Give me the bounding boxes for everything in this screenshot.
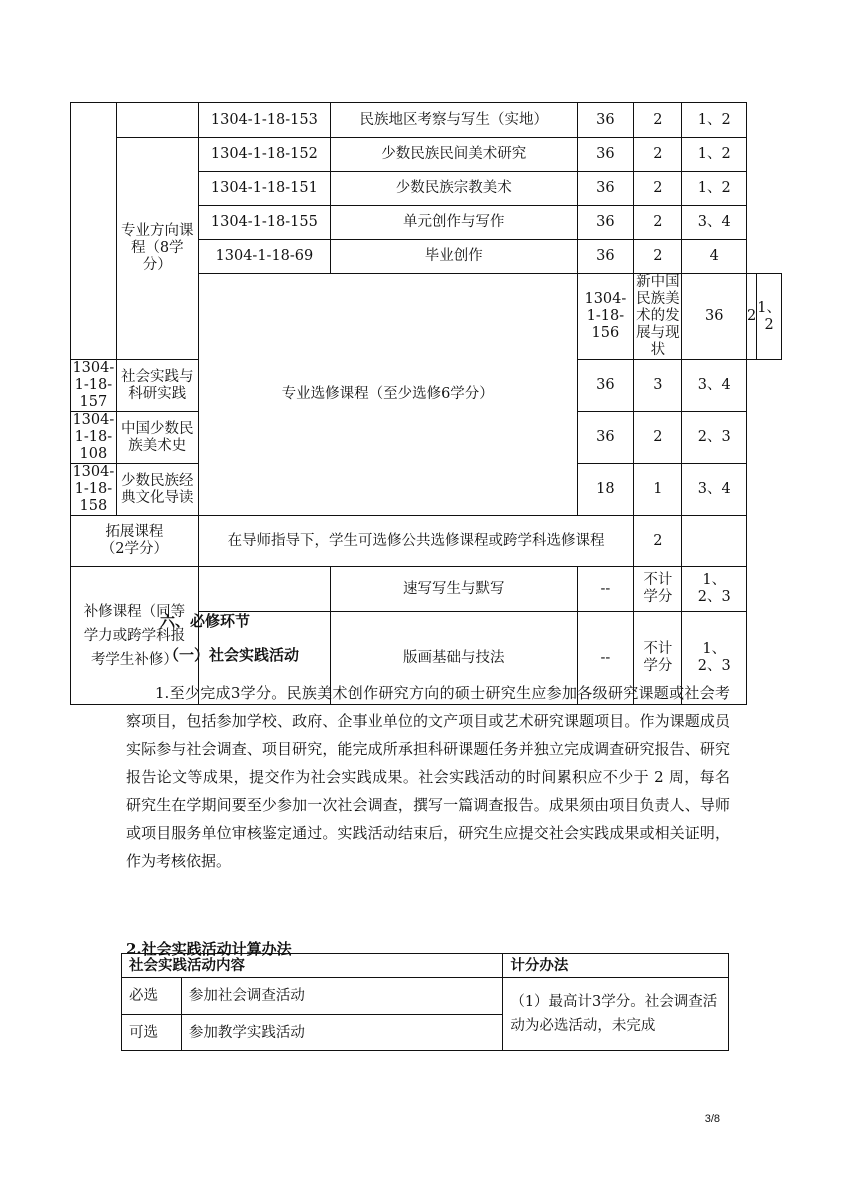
table-row [71,103,782,138]
course-name: 新中国民族美术的发展与现状 [634,274,682,360]
course-credits: 2 [634,206,682,240]
course-term: 3、4 [682,464,747,516]
course-hours: 36 [577,172,634,206]
course-code: 1304-1-18-153 [198,103,330,138]
extension-credits: 2 [634,516,682,567]
course-hours: 18 [577,464,634,516]
course-hours: 36 [682,274,747,360]
course-name: 单元创作与写作 [330,206,577,240]
remedial-label: 补修课程（同等学力或跨学科报考学生补修） [83,603,186,668]
course-credits: 1 [634,464,682,516]
course-term: 4 [682,240,747,274]
elective-label: 专业选修课程（至少选修6学分） [281,386,494,402]
section-title: 六、必修环节 [160,612,251,630]
table-row [71,567,782,612]
course-term: 3、4 [682,206,747,240]
course-code: 1304-1-18-151 [198,172,330,206]
course-code: 1304-1-18-158 [72,464,115,514]
course-credits: 3 [634,360,682,412]
method-text: （1）最高计3学分。社会调查活动为必选活动，未完成 [503,978,729,1051]
course-code: 1304-1-18-69 [198,240,330,274]
course-hours: 36 [577,240,634,274]
course-code: 1304-1-18-152 [198,138,330,172]
course-credits: 2 [634,412,682,464]
course-credits: 不计学分 [643,641,673,674]
course-credits: 2 [634,103,682,138]
page-number: 3/8 [704,1113,720,1125]
course-hours: 36 [577,360,634,412]
course-term: 1、2 [682,138,747,172]
course-hours: 36 [577,206,634,240]
course-code: 1304-1-18-108 [72,412,115,462]
header-method: 计分办法 [503,954,729,978]
activity-type: 必选 [122,978,182,1015]
course-name: 速写写生与默写 [330,567,577,612]
course-term: 1、2 [682,103,747,138]
course-name: 中国少数民族美术史 [116,412,198,464]
table-row [122,978,729,1015]
course-hours: 36 [577,103,634,138]
item-title: 2.社会实践活动计算办法 [126,940,292,958]
header-content: 社会实践活动内容 [122,954,503,978]
major-direction-label: 专业方向课程（8学分） [121,223,194,273]
course-name: 少数民族民间美术研究 [330,138,577,172]
course-code: 1304-1-18-157 [72,360,115,410]
course-term: 1、2、3 [697,641,731,674]
table-row [71,516,782,567]
course-code: 1304-1-18-156 [577,274,634,360]
course-credits: 2 [747,274,757,360]
course-credits: 不计学分 [643,572,673,605]
course-hours: 36 [577,138,634,172]
course-name: 社会实践与科研实践 [116,360,198,412]
course-code: 1304-1-18-155 [198,206,330,240]
extension-label: 拓展课程（2学分） [100,524,169,557]
course-hours: -- [577,567,634,612]
course-name: 少数民族宗教美术 [330,172,577,206]
course-term: 3、4 [682,360,747,412]
activity-type: 可选 [122,1015,182,1051]
course-term: 2、3 [682,412,747,464]
course-credits: 2 [634,138,682,172]
course-term: 1、2 [757,274,782,360]
course-credits: 2 [634,240,682,274]
paragraph: 1.至少完成3学分。民族美术创作研究方向的硕士研究生应参加各级研究课题或社会考察项目，包括参加学校、政府、企事业单位的文产项目或艺术研究课题项目。作为课题成员实际参与社会调查、项目研究，能完成所承担科研课题任务并独立完成调查研究报告、研究报告论文等成果，提交作为社会实践成果。社会实践活动的时间累积应不少于 2 周，每名研究生在学期间要至少参加一次社会调查，撰写一篇调查报告。成果须由项目负责人、导师或项目服务单位审核鉴定通过。实践活动结束后，研究生应提交社会实践成果或相关证明，作为考核依据。 [126,684,730,870]
course-term: 1、2 [682,172,747,206]
category-cell [71,103,117,360]
course-name: 毕业创作 [330,240,577,274]
table-row [122,954,729,978]
extension-desc: 在导师指导下，学生可选修公共选修课程或跨学科选修课程 [198,516,633,567]
course-hours: 36 [577,412,634,464]
course-name: 民族地区考察与写生（实地） [330,103,577,138]
activity-content: 参加社会调查活动 [181,978,502,1015]
course-term: 1、2、3 [697,572,731,605]
activity-content: 参加教学实践活动 [181,1015,502,1051]
course-name: 少数民族经典文化导读 [116,464,198,516]
score-table [121,953,729,1051]
course-name: 版画基础与技法 [330,612,577,705]
subsection-title: （一）社会实践活动 [164,646,300,664]
table-row [71,138,782,172]
course-hours: -- [577,612,634,705]
course-credits: 2 [634,172,682,206]
